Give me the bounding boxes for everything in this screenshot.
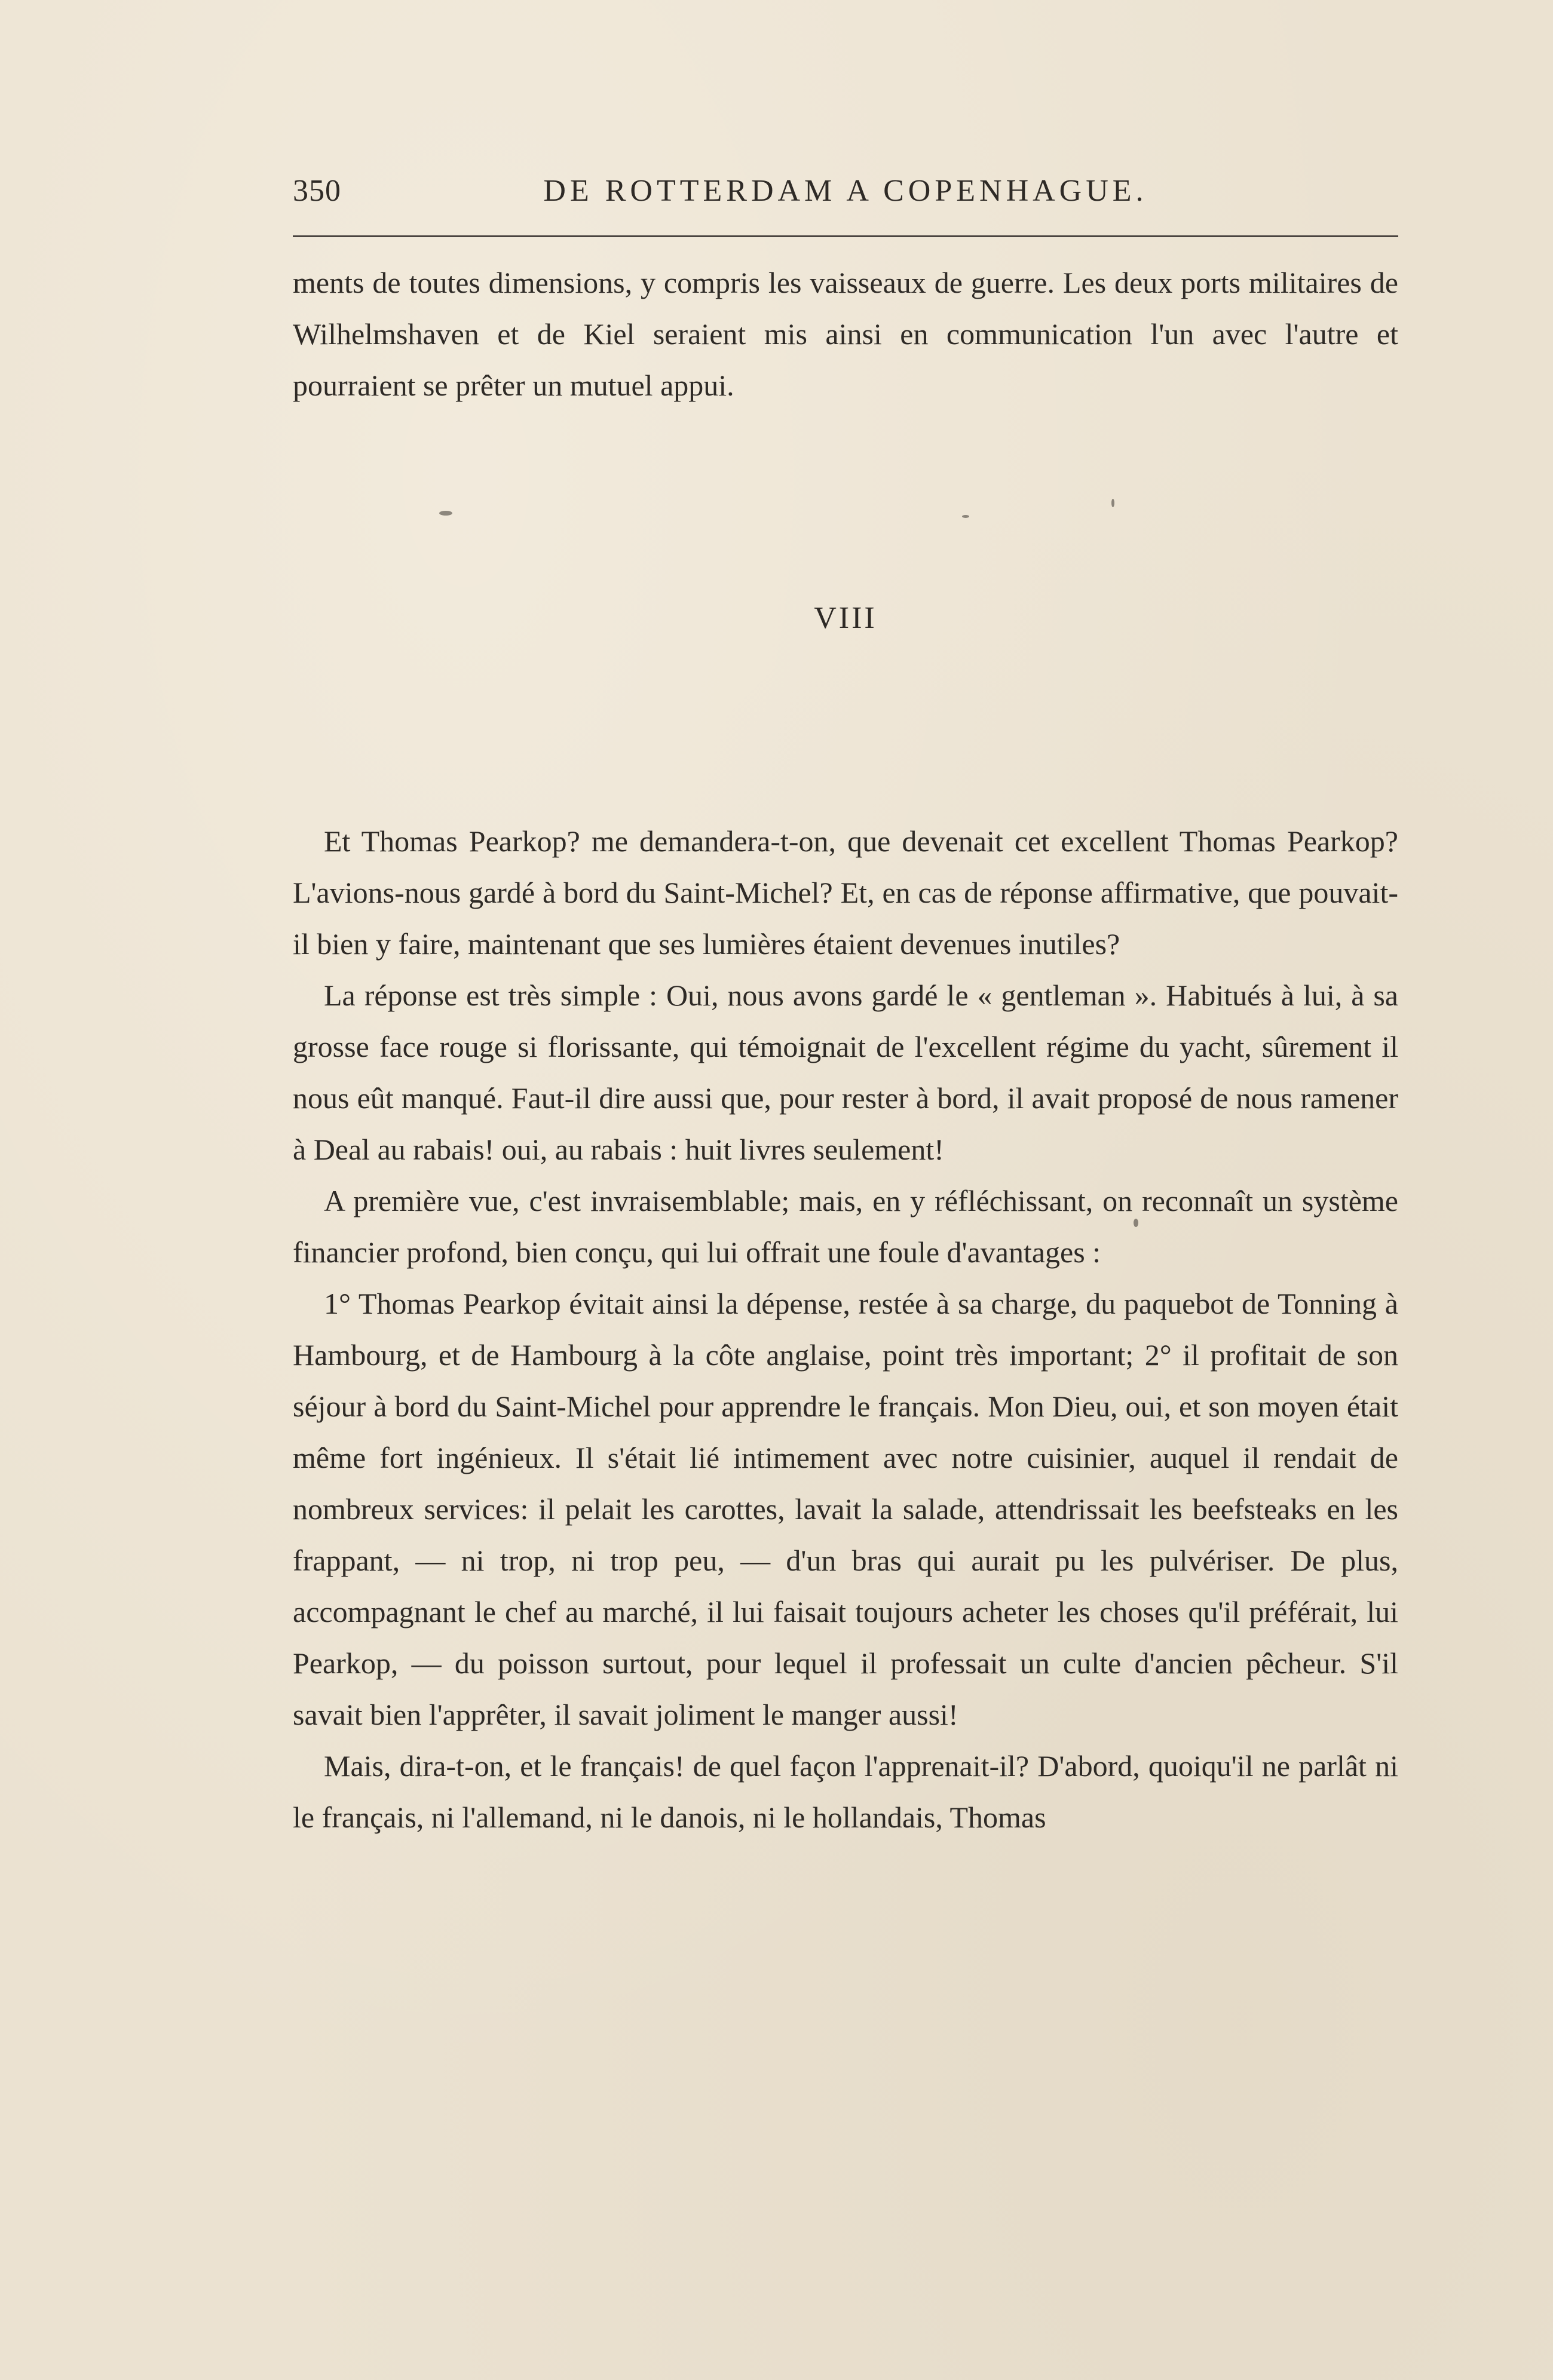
paragraph: La réponse est très simple : Oui, nous avons gardé le « gentleman ». Habitués à lui, à sa grosse face rouge si florissante, qui témoignait de l'excellent régime du yacht, sûrement il nous eût manqué. Faut-il dire aussi que, pour rester à bord, il avait proposé de nous ramener à Deal au rabais! oui, au rabais : huit livres seulement! bbox=[293, 979, 1398, 1166]
paper-speck bbox=[439, 511, 452, 516]
section-heading: VIII bbox=[814, 601, 877, 635]
paragraph: Et Thomas Pearkop? me demandera-t-on, que devenait cet excellent Thomas Pearkop? L'avions-nous gardé à bord du Saint-Michel? Et, en cas de réponse affirmative, que pouvait-il bien y faire, maintenant que ses lumières étaient devenues inutiles? bbox=[293, 824, 1398, 961]
paper-speck bbox=[1134, 1219, 1138, 1227]
running-head: DE ROTTERDAM A COPENHAGUE. bbox=[543, 174, 1148, 208]
continuation-paragraph: ments de toutes dimensions, y compris les vaisseaux de guerre. Les deux ports militaires de Wilhelmshaven et de Kiel seraient mis ainsi en communication l'un avec l'autre et pourraient se prêter un mutuel appui. bbox=[293, 266, 1398, 402]
paragraph: 1° Thomas Pearkop évitait ainsi la dépense, restée à sa charge, du paquebot de Tonning à Hambourg, et de Hambourg à la côte anglaise, point très important; 2° il profitait de son séjour à bord du Saint-Michel pour apprendre le français. Mon Dieu, oui, et son moyen était même fort ingénieux. Il s'était lié intimement avec notre cuisinier, auquel il rendait de nombreux services: il pelait les carottes, lavait la salade, attendrissait les beefsteaks en les frappant, — ni trop, ni trop peu, — d'un bras qui aurait pu les pulvériser. De plus, accompagnant le chef au marché, il lui faisait toujours acheter les choses qu'il préférait, lui Pearkop, — du poisson surtout, pour lequel il professait un culte d'ancien pêcheur. S'il savait bien l'apprêter, il savait joliment le manger aussi! bbox=[293, 1287, 1398, 1731]
paper-speck bbox=[1111, 499, 1114, 507]
header-rule bbox=[293, 235, 1398, 237]
continuation-block bbox=[293, 257, 1398, 411]
page-header bbox=[293, 173, 1398, 215]
paragraph: A première vue, c'est invraisemblable; mais, en y réfléchissant, on reconnaît un système financier profond, bien conçu, qui lui offrait une foule d'avantages : bbox=[293, 1184, 1398, 1269]
section-body bbox=[293, 815, 1398, 1843]
page-number: 350 bbox=[293, 174, 341, 208]
paragraph: Mais, dira-t-on, et le français! de quel façon l'apprenait-il? D'abord, quoiqu'il ne parlât ni le français, ni l'allemand, ni le danois, ni le hollandais, Thomas bbox=[293, 1749, 1398, 1834]
paper-speck bbox=[962, 515, 969, 518]
